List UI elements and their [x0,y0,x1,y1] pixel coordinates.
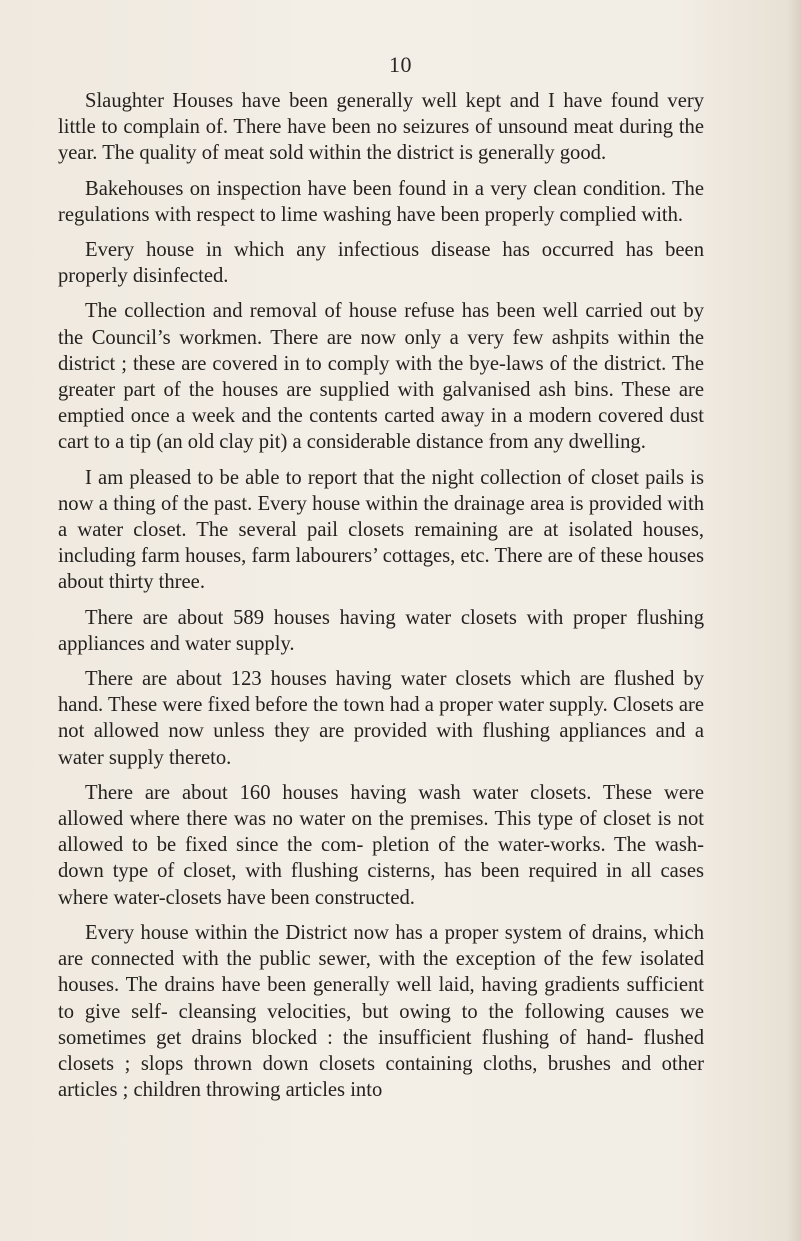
paragraph-slaughter-houses: Slaughter Houses have been generally well kept and I have found very little to complain of. There have been no seizures of unsound meat during the year. The quality of meat sold within the district is generally good. [58,90,704,165]
page-edge-shadow [787,0,801,1241]
paragraph-house-refuse: The collection and removal of house refuse has been well carried out by the Council’s workmen. There are now only a very few ashpits within the district ; these are covered in to comply with the bye-laws of the district. The greater part of the houses are supplied with galvanised ash bins. These are emptied once a week and the contents carted away in a modern covered dust cart to a tip (an old clay pit) a considerable distance from any dwelling. [58,300,704,454]
page-number: 10 [389,52,412,77]
paragraph-hand-flushed-123: There are about 123 houses having water closets which are flushed by hand. These were fixed before the town had a proper water supply. Closets are not allowed now unless they are provided with flushing appliances and a water supply thereto. [58,668,704,769]
paragraph-drains: Every house within the District now has a proper system of drains, which are connected with the public sewer, with the exception of the few isolated houses. The drains have been generally well laid, having gradients sufficient to give self- cleansing velocities, but owing to the following causes we sometimes get drains blocked : the insufficient flushing of hand- flushed closets ; slops thrown down closets containing cloths, brushes and other articles ; children throwing articles into [58,921,704,1102]
report-body [58,88,704,1112]
paragraph-night-collection: I am pleased to be able to report that the night collection of closet pails is now a thing of the past. Every house within the drainage area is provided with a water closet. The several pail closets remaining are at isolated houses, including farm houses, farm labourers’ cottages, etc. There are of these houses about thirty three. [58,466,704,594]
paragraph-wash-water-160: There are about 160 houses having wash water closets. These were allowed where there was no water on the premises. This type of closet is not allowed to be fixed since the com- pletion of the water-works. The wash-down type of closet, with flushing cisterns, has been required in all cases where water-closets have been constructed. [58,781,704,909]
paragraph-bakehouses: Bakehouses on inspection have been found in a very clean condition. The regulations with respect to lime washing have been properly complied with. [58,177,704,226]
paragraph-water-closets-589: There are about 589 houses having water closets with proper flushing appliances and water supply. [58,606,704,655]
paragraph-disinfection: Every house in which any infectious disease has occurred has been properly disinfected. [58,239,704,288]
